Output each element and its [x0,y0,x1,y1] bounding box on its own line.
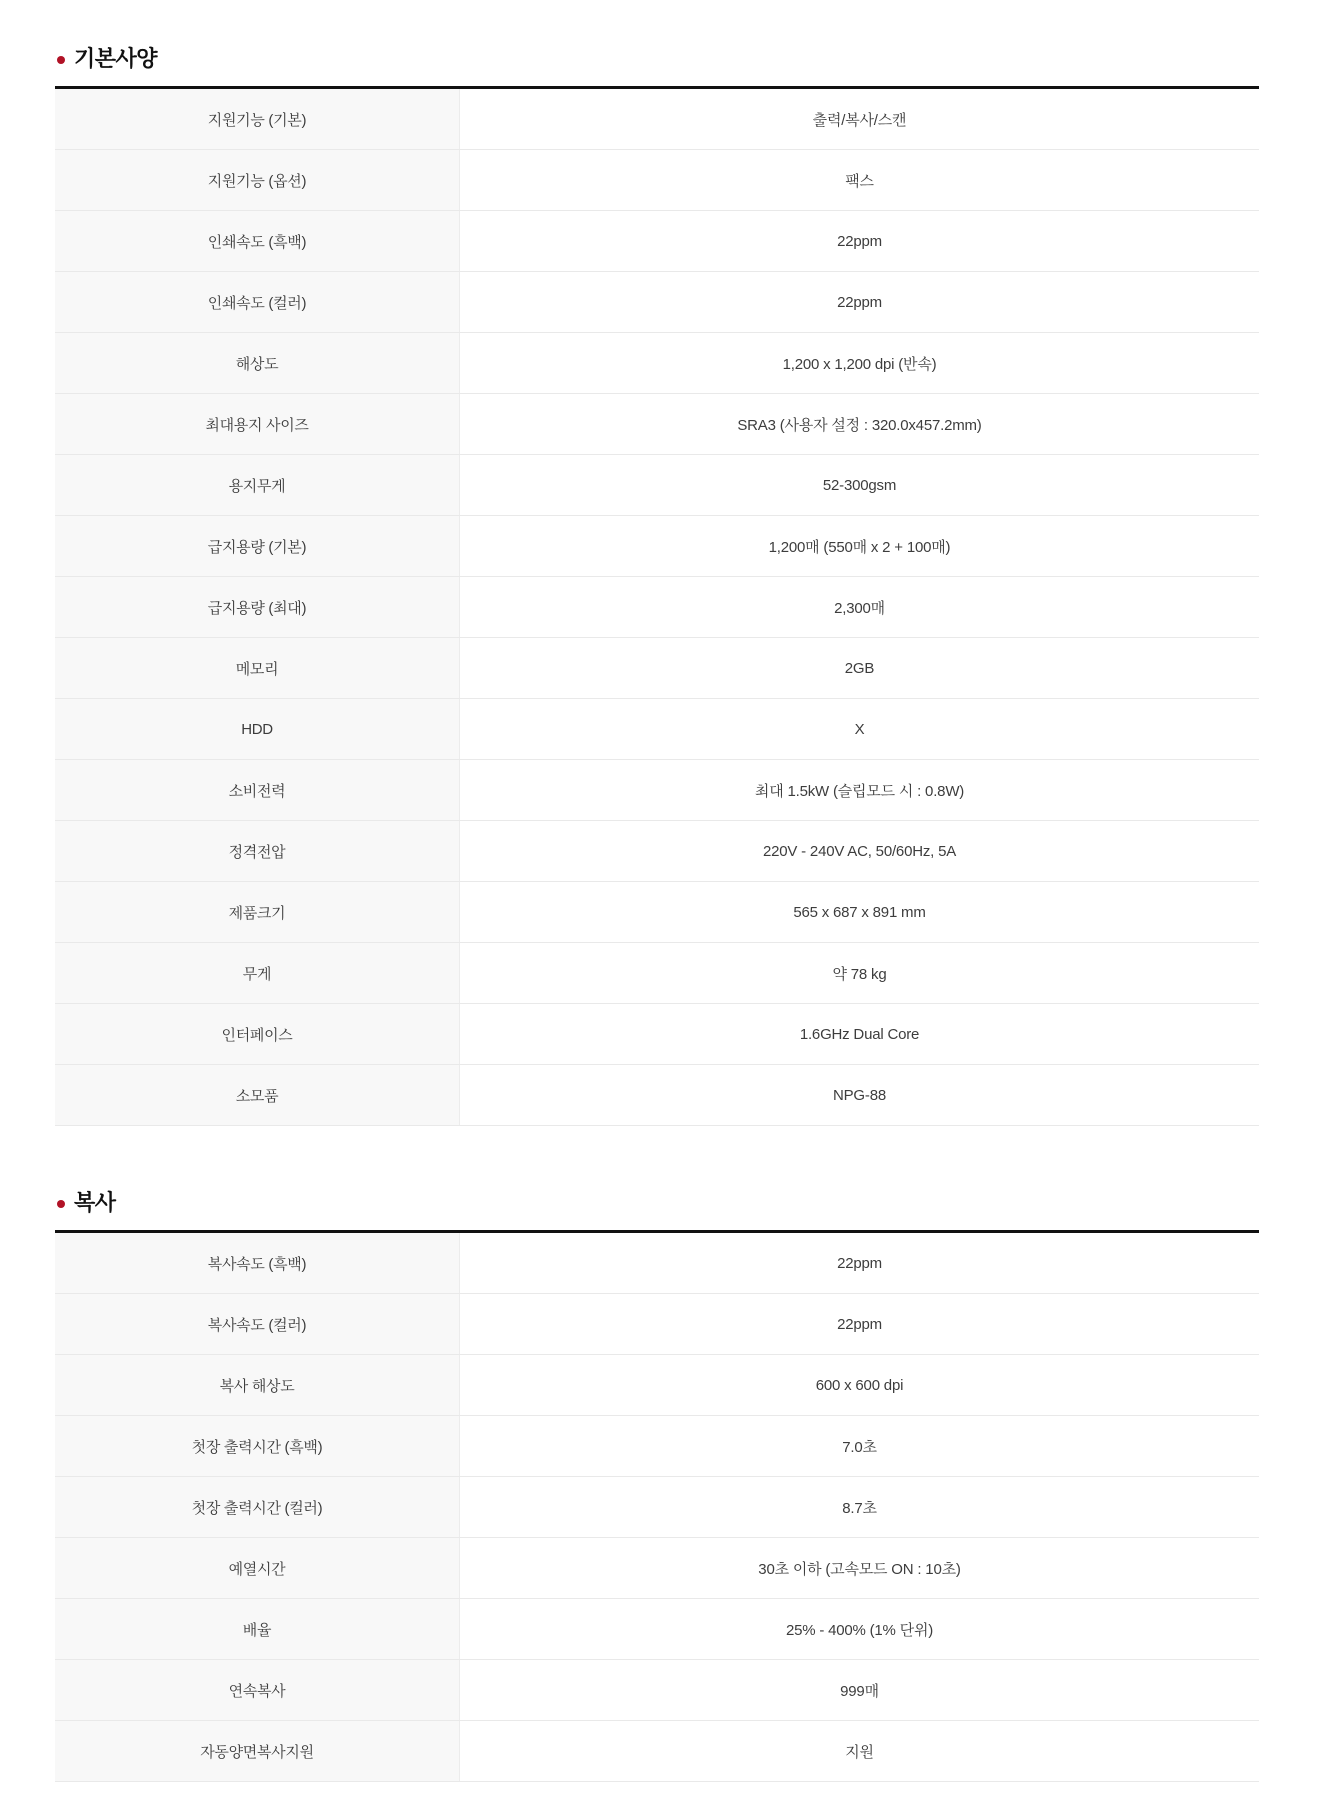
spec-value: 8.7초 [460,1477,1259,1537]
spec-label: 무게 [55,943,460,1003]
spec-value: 팩스 [460,150,1259,210]
section-title-text: 복사 [74,1190,116,1215]
spec-value: 2,300매 [460,577,1259,637]
red-bullet-icon [57,1200,65,1208]
table-row [55,333,1259,394]
spec-label: 최대용지 사이즈 [55,394,460,454]
section-title-text: 기본사양 [74,46,158,71]
spec-label: 정격전압 [55,821,460,881]
table-row [55,455,1259,516]
spec-value: X [460,699,1259,759]
spec-label: 지원기능 (옵션) [55,150,460,210]
table-row [55,1004,1259,1065]
spec-value: 1,200매 (550매 x 2 + 100매) [460,516,1259,576]
spec-label: 메모리 [55,638,460,698]
spec-value: 22ppm [460,1233,1259,1293]
spec-table [55,86,1259,1126]
spec-label: HDD [55,699,460,759]
spec-value: 220V - 240V AC, 50/60Hz, 5A [460,821,1259,881]
table-row [55,1065,1259,1126]
table-row [55,1416,1259,1477]
table-row [55,638,1259,699]
table-row [55,699,1259,760]
spec-value: 25% - 400% (1% 단위) [460,1599,1259,1659]
spec-label: 급지용량 (최대) [55,577,460,637]
table-row [55,211,1259,272]
spec-value: 22ppm [460,272,1259,332]
spec-label: 인쇄속도 (컬러) [55,272,460,332]
section-title [55,44,1259,74]
spec-label: 연속복사 [55,1660,460,1720]
spec-value: 22ppm [460,1294,1259,1354]
spec-label: 첫장 출력시간 (컬러) [55,1477,460,1537]
spec-value: 600 x 600 dpi [460,1355,1259,1415]
table-row [55,943,1259,1004]
spec-label: 첫장 출력시간 (흑백) [55,1416,460,1476]
spec-label: 지원기능 (기본) [55,89,460,149]
table-row [55,1294,1259,1355]
spec-label: 인터페이스 [55,1004,460,1064]
spec-value: 565 x 687 x 891 mm [460,882,1259,942]
table-row [55,1477,1259,1538]
spec-section [55,44,1259,1126]
spec-value: 1.6GHz Dual Core [460,1004,1259,1064]
table-row [55,89,1259,150]
spec-label: 인쇄속도 (흑백) [55,211,460,271]
table-row [55,577,1259,638]
table-row [55,1538,1259,1599]
spec-label: 제품크기 [55,882,460,942]
spec-value: 약 78 kg [460,943,1259,1003]
spec-value: 1,200 x 1,200 dpi (반속) [460,333,1259,393]
spec-section [55,1188,1259,1782]
section-title [55,1188,1259,1218]
spec-table [55,1230,1259,1782]
table-row [55,1355,1259,1416]
spec-value: SRA3 (사용자 설정 : 320.0x457.2mm) [460,394,1259,454]
spec-label: 용지무게 [55,455,460,515]
spec-value: 2GB [460,638,1259,698]
table-row [55,394,1259,455]
table-row [55,882,1259,943]
table-row [55,821,1259,882]
spec-label: 소모품 [55,1065,460,1125]
content [0,44,1324,1782]
spec-value: 최대 1.5kW (슬립모드 시 : 0.8W) [460,760,1259,820]
spec-value: 지원 [460,1721,1259,1781]
spec-value: 22ppm [460,211,1259,271]
table-row [55,516,1259,577]
spec-value: 30초 이하 (고속모드 ON : 10초) [460,1538,1259,1598]
spec-value: NPG-88 [460,1065,1259,1125]
spec-value: 52-300gsm [460,455,1259,515]
table-row [55,1660,1259,1721]
table-row [55,1599,1259,1660]
table-row [55,150,1259,211]
spec-label: 복사 해상도 [55,1355,460,1415]
spec-value: 출력/복사/스캔 [460,89,1259,149]
spec-label: 복사속도 (컬러) [55,1294,460,1354]
spec-label: 소비전력 [55,760,460,820]
table-row [55,760,1259,821]
table-row [55,1233,1259,1294]
spec-value: 999매 [460,1660,1259,1720]
spec-label: 배율 [55,1599,460,1659]
spec-label: 예열시간 [55,1538,460,1598]
table-row [55,1721,1259,1782]
red-bullet-icon [57,56,65,64]
spec-label: 급지용량 (기본) [55,516,460,576]
table-row [55,272,1259,333]
spec-value: 7.0초 [460,1416,1259,1476]
spec-label: 해상도 [55,333,460,393]
spec-label: 복사속도 (흑백) [55,1233,460,1293]
spec-label: 자동양면복사지원 [55,1721,460,1781]
